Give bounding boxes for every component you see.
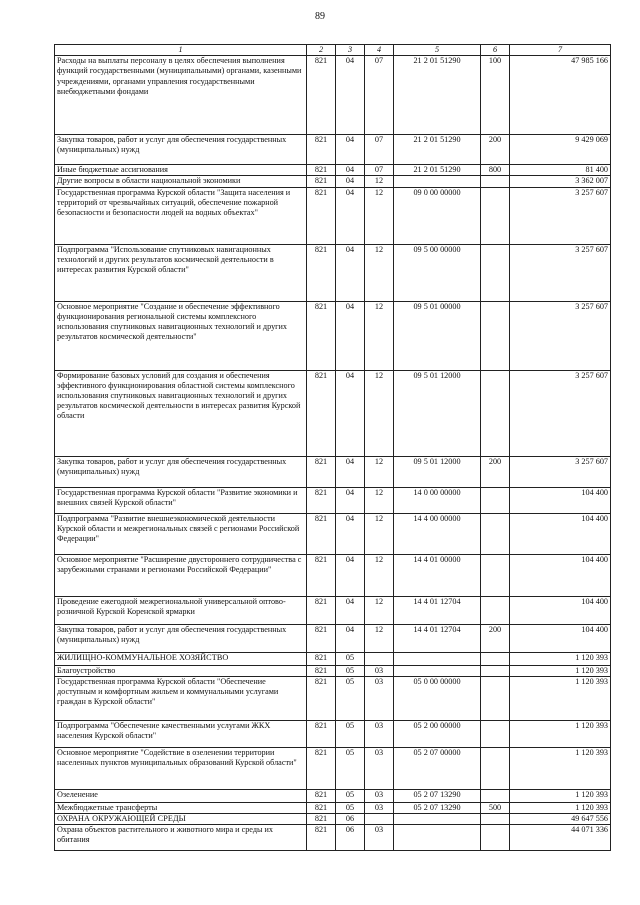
row-sum: 1 120 393 [510,747,611,789]
row-sum: 1 120 393 [510,720,611,747]
row-sum: 1 120 393 [510,802,611,813]
table-row [55,554,611,596]
header-cell-csr: 5 [394,45,481,56]
row-pr: 03 [365,802,394,813]
row-sum: 3 257 607 [510,301,611,370]
row-pr: 07 [365,56,394,135]
row-sum: 104 400 [510,624,611,652]
row-name: Озеленение [55,789,307,802]
row-pr: 12 [365,513,394,554]
row-csr: 14 0 00 00000 [394,487,481,513]
row-vr [481,301,510,370]
row-pr: 12 [365,456,394,487]
row-rz: 04 [336,513,365,554]
row-sum: 3 257 607 [510,187,611,244]
row-rz: 05 [336,789,365,802]
row-rz: 04 [336,554,365,596]
table-row [55,747,611,789]
row-rz: 04 [336,56,365,135]
row-name: Государственная программа Курской области "Развитие экономики и внешних связей Курской области" [55,487,307,513]
header-cell-sum: 7 [510,45,611,56]
table-row [55,370,611,456]
row-vr [481,814,510,825]
row-rz: 04 [336,135,365,165]
table-row [55,720,611,747]
row-vr [481,825,510,851]
row-rz: 04 [336,244,365,301]
row-vr [481,596,510,624]
row-vr [481,370,510,456]
row-pr: 03 [365,747,394,789]
row-grbs: 821 [307,370,336,456]
row-name: Иные бюджетные ассигнования [55,165,307,176]
row-sum: 3 257 607 [510,456,611,487]
row-sum: 9 429 069 [510,135,611,165]
row-grbs: 821 [307,187,336,244]
row-pr: 12 [365,554,394,596]
row-name: Основное мероприятие "Расширение двустороннего сотрудничества с зарубежными странами и регионами Российской Федерации" [55,554,307,596]
budget-table [54,44,611,851]
table-row [55,456,611,487]
table-row [55,624,611,652]
row-csr: 14 4 00 00000 [394,513,481,554]
row-grbs: 821 [307,665,336,676]
row-grbs: 821 [307,513,336,554]
row-sum: 104 400 [510,513,611,554]
row-csr: 21 2 01 51290 [394,165,481,176]
table-row [55,676,611,720]
row-pr: 03 [365,789,394,802]
row-sum: 49 647 556 [510,814,611,825]
header-cell-rz: 3 [336,45,365,56]
row-sum: 3 257 607 [510,244,611,301]
row-csr [394,665,481,676]
table-row [55,596,611,624]
row-grbs: 821 [307,624,336,652]
row-sum: 104 400 [510,487,611,513]
row-csr: 09 5 00 00000 [394,244,481,301]
row-sum: 44 071 336 [510,825,611,851]
header-cell-pr: 4 [365,45,394,56]
row-rz: 04 [336,370,365,456]
row-rz: 04 [336,596,365,624]
row-name: Подпрограмма "Использование спутниковых навигационных технологий и других результатов космической деятельности в интересах развития Курской области" [55,244,307,301]
row-name: Формирование базовых условий для создания и обеспечения эффективного функционирования областной системы комплексного использования спутниковых навигационных технологий и других результатов космической деятельности в интересах развития Курской области [55,370,307,456]
row-rz: 04 [336,487,365,513]
row-name: Охрана объектов растительного и животного мира и среды их обитания [55,825,307,851]
row-grbs: 821 [307,165,336,176]
row-grbs: 821 [307,244,336,301]
row-vr [481,676,510,720]
row-csr: 09 5 01 12000 [394,370,481,456]
table-row [55,814,611,825]
row-pr: 12 [365,301,394,370]
row-rz: 04 [336,301,365,370]
row-sum: 104 400 [510,596,611,624]
row-pr [365,814,394,825]
row-grbs: 821 [307,720,336,747]
table-row [55,665,611,676]
row-name: Проведение ежегодной межрегиональной универсальной оптово-розничной Курской Коренской ярмарки [55,596,307,624]
table-row [55,802,611,813]
row-rz: 05 [336,652,365,665]
row-name: Подпрограмма "Обеспечение качественными услугами ЖКХ населения Курской области" [55,720,307,747]
row-vr: 200 [481,456,510,487]
row-csr: 09 5 01 12000 [394,456,481,487]
table-body [55,56,611,851]
row-vr: 100 [481,56,510,135]
row-rz: 04 [336,456,365,487]
table-row [55,789,611,802]
row-rz: 05 [336,720,365,747]
row-pr: 03 [365,665,394,676]
row-rz: 06 [336,814,365,825]
row-csr: 09 0 00 00000 [394,187,481,244]
row-name: Государственная программа Курской области "Защита населения и территорий от чрезвычайных ситуаций, обеспечение пожарной безопасности и безопасности людей на водных объектах" [55,187,307,244]
row-vr: 500 [481,802,510,813]
row-csr: 21 2 01 51290 [394,56,481,135]
table-row [55,187,611,244]
table-row [55,513,611,554]
row-rz: 05 [336,676,365,720]
row-vr [481,665,510,676]
row-name: Расходы на выплаты персоналу в целях обеспечения выполнения функций государственными (муниципальными) органами, казенными учреждениями, органами управления государственными внебюджетными фондами [55,56,307,135]
row-pr: 07 [365,165,394,176]
row-csr [394,814,481,825]
table-row [55,176,611,187]
table-row [55,487,611,513]
row-csr: 05 2 07 13290 [394,802,481,813]
row-grbs: 821 [307,747,336,789]
row-grbs: 821 [307,554,336,596]
row-grbs: 821 [307,596,336,624]
row-csr: 14 4 01 12704 [394,596,481,624]
row-csr: 05 2 00 00000 [394,720,481,747]
row-vr [481,789,510,802]
row-name: Государственная программа Курской области "Обеспечение доступным и комфортным жильем и коммунальными услугами граждан в Курской области" [55,676,307,720]
row-pr: 03 [365,825,394,851]
row-pr: 12 [365,624,394,652]
row-csr: 05 2 07 13290 [394,789,481,802]
row-sum: 1 120 393 [510,676,611,720]
row-sum: 3 362 007 [510,176,611,187]
page-number: 89 [315,11,325,22]
row-vr: 200 [481,624,510,652]
table-row [55,135,611,165]
row-rz: 06 [336,825,365,851]
row-sum: 1 120 393 [510,652,611,665]
header-row [55,45,611,56]
row-csr: 09 5 01 00000 [394,301,481,370]
row-grbs: 821 [307,802,336,813]
row-vr [481,747,510,789]
row-rz: 05 [336,802,365,813]
row-vr [481,720,510,747]
table-row [55,652,611,665]
table-row [55,301,611,370]
header-cell-name: 1 [55,45,307,56]
row-vr [481,187,510,244]
row-grbs: 821 [307,652,336,665]
row-vr [481,554,510,596]
row-csr: 14 4 01 12704 [394,624,481,652]
header-cell-vr: 6 [481,45,510,56]
row-pr: 12 [365,370,394,456]
row-vr [481,513,510,554]
row-pr: 12 [365,244,394,301]
table-row [55,165,611,176]
row-grbs: 821 [307,301,336,370]
row-vr: 200 [481,135,510,165]
row-pr: 03 [365,676,394,720]
table-row [55,244,611,301]
row-name: Закупка товаров, работ и услуг для обеспечения государственных (муниципальных) нужд [55,135,307,165]
table-row [55,56,611,135]
row-name: Межбюджетные трансферты [55,802,307,813]
row-sum: 1 120 393 [510,665,611,676]
row-name: Основное мероприятие "Создание и обеспечение эффективного функционирования региональной системы комплексного использования спутниковых навигационных технологий и других результатов космической деятельности" [55,301,307,370]
row-rz: 05 [336,747,365,789]
row-pr: 12 [365,187,394,244]
row-grbs: 821 [307,825,336,851]
row-grbs: 821 [307,135,336,165]
row-sum: 81 400 [510,165,611,176]
row-sum: 104 400 [510,554,611,596]
row-rz: 04 [336,624,365,652]
row-rz: 04 [336,187,365,244]
table-row [55,825,611,851]
row-grbs: 821 [307,456,336,487]
row-rz: 04 [336,176,365,187]
row-rz: 04 [336,165,365,176]
row-csr: 14 4 01 00000 [394,554,481,596]
row-name: Основное мероприятие "Содействие в озеленении территории населенных пунктов муниципальных образований Курской области" [55,747,307,789]
row-name: Благоустройство [55,665,307,676]
row-pr [365,652,394,665]
row-grbs: 821 [307,789,336,802]
header-cell-grbs: 2 [307,45,336,56]
row-grbs: 821 [307,56,336,135]
row-sum: 1 120 393 [510,789,611,802]
row-grbs: 821 [307,176,336,187]
row-name: Закупка товаров, работ и услуг для обеспечения государственных (муниципальных) нужд [55,456,307,487]
row-grbs: 821 [307,814,336,825]
row-pr: 03 [365,720,394,747]
row-grbs: 821 [307,676,336,720]
row-name: ЖИЛИЩНО-КОММУНАЛЬНОЕ ХОЗЯЙСТВО [55,652,307,665]
row-csr: 05 2 07 00000 [394,747,481,789]
row-pr: 12 [365,176,394,187]
row-csr: 05 0 00 00000 [394,676,481,720]
row-name: Закупка товаров, работ и услуг для обеспечения государственных (муниципальных) нужд [55,624,307,652]
row-csr: 21 2 01 51290 [394,135,481,165]
row-vr [481,652,510,665]
row-name: Другие вопросы в области национальной экономики [55,176,307,187]
row-pr: 12 [365,596,394,624]
row-vr: 800 [481,165,510,176]
row-name: Подпрограмма "Развитие внешнеэкономической деятельности Курской области и межрегиональных связей с регионами Российской Федерации" [55,513,307,554]
row-pr: 12 [365,487,394,513]
row-csr [394,652,481,665]
row-vr [481,487,510,513]
row-pr: 07 [365,135,394,165]
row-grbs: 821 [307,487,336,513]
row-vr [481,244,510,301]
row-csr [394,825,481,851]
row-name: ОХРАНА ОКРУЖАЮЩЕЙ СРЕДЫ [55,814,307,825]
row-sum: 3 257 607 [510,370,611,456]
row-csr [394,176,481,187]
row-vr [481,176,510,187]
row-sum: 47 985 166 [510,56,611,135]
row-rz: 05 [336,665,365,676]
